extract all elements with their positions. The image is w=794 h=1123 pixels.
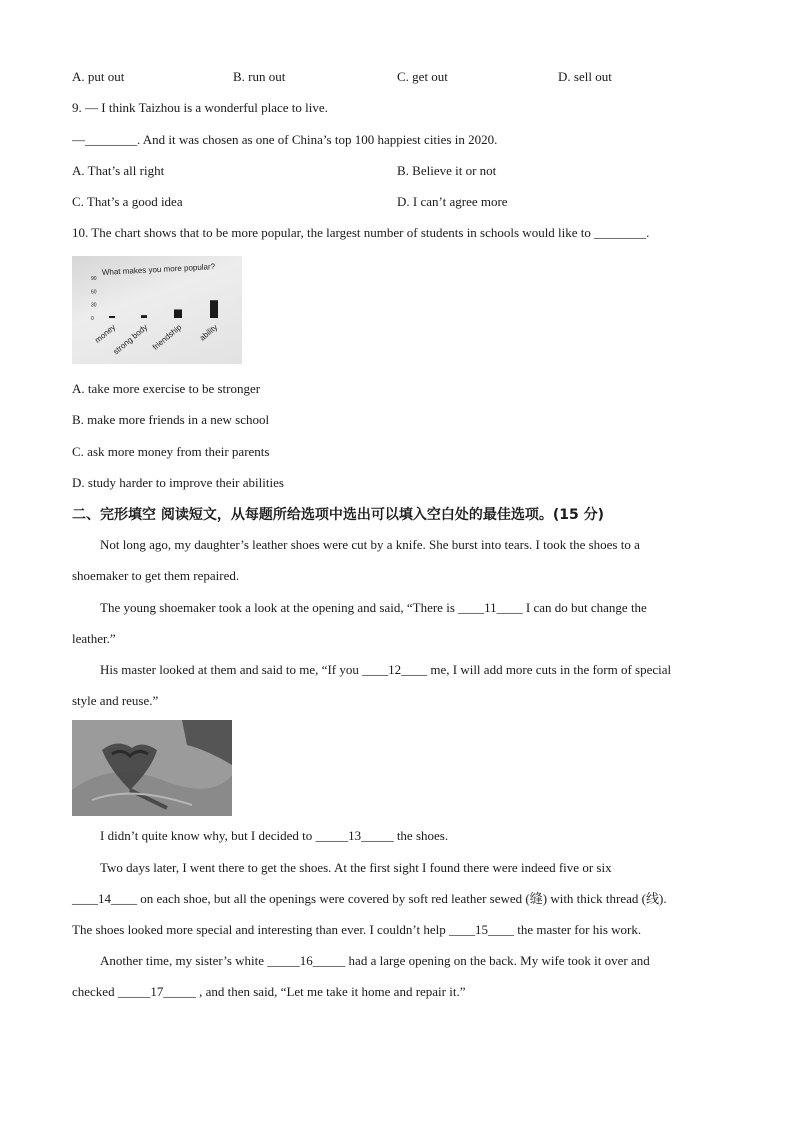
passage-p5-line1: Two days later, I went there to get the shoes. At the first sight I found there were indeed five or six (100, 860, 612, 875)
passage-p2-line2: leather.” (72, 631, 116, 646)
blank-13: _____13_____ (315, 828, 394, 843)
blank-16: _____16_____ (267, 953, 346, 968)
passage-p2-line1 (100, 600, 647, 616)
passage-text: The young shoemaker took a look at the opening and said, “There is (100, 600, 459, 615)
x-tick-label: money (93, 322, 118, 345)
passage-text: I can do but change the (522, 600, 647, 615)
q8-option-c: C. get out (397, 69, 448, 84)
chart-title: What makes you more popular? (101, 262, 216, 277)
passage-p3-line1 (100, 662, 671, 678)
q10-option-b: B. make more friends in a new school (72, 412, 270, 427)
section-2-heading: 二、完形填空 阅读短文，从每题所给选项中选出可以填入空白处的最佳选项。(15 分) (72, 507, 605, 523)
q9-option-d: D. I can’t agree more (397, 194, 508, 209)
shoe-image (72, 720, 232, 816)
q9-blank: ________ (85, 132, 137, 147)
q9-option-c: C. That’s a good idea (72, 194, 183, 209)
passage-text: me, I will add more cuts in the form of special (427, 662, 672, 677)
q8-option-b: B. run out (233, 69, 286, 84)
x-tick-label: strong body (111, 322, 150, 357)
chart-bar-ability (210, 300, 218, 318)
passage-text: checked (72, 984, 118, 999)
chart-bars (109, 300, 218, 318)
passage-p3-line2: style and reuse.” (72, 693, 159, 708)
x-tick-label: ability (197, 322, 220, 343)
passage-text: His master looked at them and said to me, “If you (100, 662, 363, 677)
q8-option-a: A. put out (72, 69, 125, 84)
passage-text: the master for his work. (514, 922, 642, 937)
q9-reply-text: . And it was chosen as one of China’s top 100 happiest cities in 2020. (137, 132, 498, 147)
passage-text: had a large opening on the back. My wife took it over and (345, 953, 650, 968)
passage-p6-line2 (72, 984, 466, 1000)
passage-text: The shoes looked more special and interesting than ever. I couldn’t help (72, 922, 450, 937)
blank-14: ____14____ (72, 891, 137, 906)
popularity-chart-photo (72, 256, 242, 364)
chart-bar-friendship (174, 309, 182, 318)
shoe-photo (72, 720, 232, 816)
blank-17: _____17_____ (117, 984, 196, 999)
q9-reply-dash: — (72, 132, 85, 147)
passage-text: the shoes. (393, 828, 449, 843)
q9-reply (72, 132, 497, 148)
q9-stem: 9. — I think Taizhou is a wonderful place to live. (72, 100, 328, 115)
chart-y-ticks (91, 276, 97, 322)
passage-p1-line2: shoemaker to get them repaired. (72, 568, 240, 583)
y-tick-label: 60 (91, 289, 97, 296)
chart-x-labels (93, 322, 219, 356)
q9-option-b: B. Believe it or not (397, 163, 497, 178)
passage-p4-line1 (100, 828, 448, 844)
chart-bar-strong-body (141, 315, 147, 318)
blank-15: ____15____ (449, 922, 515, 937)
x-tick-label: friendship (150, 322, 184, 352)
q9-option-a: A. That’s all right (72, 163, 165, 178)
y-tick-label: 0 (91, 316, 94, 322)
passage-p6-line1 (100, 953, 650, 969)
q10-option-d: D. study harder to improve their abilities (72, 475, 284, 490)
blank-11: ____11____ (458, 600, 523, 615)
q10-stem: 10. The chart shows that to be more popular, the largest number of students in schools would like to ________. (72, 225, 650, 240)
passage-text: I didn’t quite know why, but I decided to (100, 828, 316, 843)
blank-12: ____12____ (362, 662, 428, 677)
y-tick-label: 90 (91, 276, 97, 282)
chart-bar-money (109, 316, 115, 318)
passage-text: on each shoe, but all the openings were covered by soft red leather sewed (缝) with thick thread (线). (137, 891, 667, 906)
q10-option-a: A. take more exercise to be stronger (72, 381, 261, 396)
passage-p5-line2 (72, 891, 667, 907)
y-tick-label: 30 (91, 302, 97, 309)
passage-text: Another time, my sister’s white (100, 953, 268, 968)
passage-text: , and then said, “Let me take it home and repair it.” (195, 984, 466, 999)
passage-p1-line1: Not long ago, my daughter’s leather shoes were cut by a knife. She burst into tears. I took the shoes to a (100, 537, 640, 552)
q10-option-c: C. ask more money from their parents (72, 444, 270, 459)
q8-option-d: D. sell out (558, 69, 612, 84)
popularity-chart (72, 256, 242, 364)
passage-p5-line3 (72, 922, 641, 938)
